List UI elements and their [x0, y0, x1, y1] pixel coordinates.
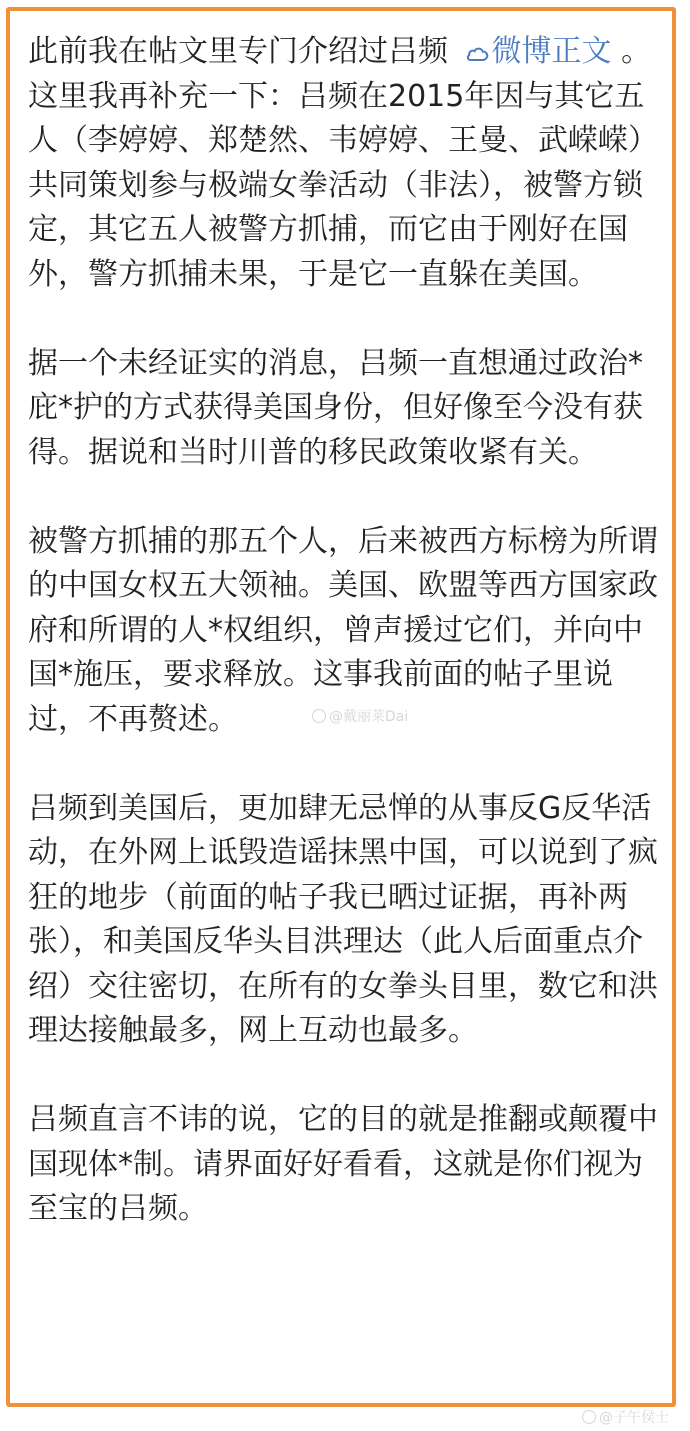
weibo-watermark-icon	[582, 1410, 596, 1424]
weibo-post-link[interactable]	[458, 34, 612, 69]
paragraph-2: 据一个未经证实的消息，吕频一直想通过政治*庇*护的方式获得美国身份，但好像至今没有获得。据说和当时川普的移民政策收紧有关。	[28, 345, 643, 470]
center-watermark	[312, 708, 408, 726]
center-watermark-text: @戴丽莱Dai	[329, 709, 409, 725]
paragraph-3: 被警方抓捕的那五个人，后来被西方标榜为所谓的中国女权五大领袖。美国、欧盟等西方国家政府和所谓的人*权组织，曾声援过它们，并向中国*施压，要求释放。这事我前面的帖子里说过，不再赘述。	[28, 523, 658, 737]
paragraph-1-intro: 此前我在帖文里专门介绍过吕频	[28, 34, 458, 69]
paragraph-5: 吕频直言不讳的说，它的目的就是推翻或颠覆中国现体*制。请界面好好看看，这就是你们视为至宝的吕频。	[28, 1102, 658, 1226]
bottom-watermark-text: @子午侯士	[599, 1410, 669, 1426]
weibo-link-icon	[466, 45, 490, 63]
weibo-watermark-icon	[312, 709, 326, 723]
paragraph-4: 吕频到美国后，更加肆无忌惮的从事反G反华活动，在外网上诋毁造谣抹黑中国，可以说到了疯狂的地步（前面的帖子我已晒过证据，再补两张），和美国反华头目洪理达（此人后面重点介绍）交往密切，在所有的女拳头目里，数它和洪理达接触最多，网上互动也最多。	[28, 790, 658, 1048]
bottom-watermark	[582, 1409, 669, 1427]
weibo-post-link-label: 微博正文	[491, 34, 612, 69]
paragraph-1	[28, 30, 662, 297]
post-body	[28, 30, 662, 1232]
paragraph-1-body: 。这里我再补充一下：吕频在2015年因与其它五人（李婷婷、郑楚然、韦婷婷、王曼、武嵘嵘）共同策划参与极端女拳活动（非法），被警方锁定，其它五人被警方抓捕，而它由于刚好在国外，警方抓捕未果，于是它一直躲在美国。	[28, 34, 658, 292]
